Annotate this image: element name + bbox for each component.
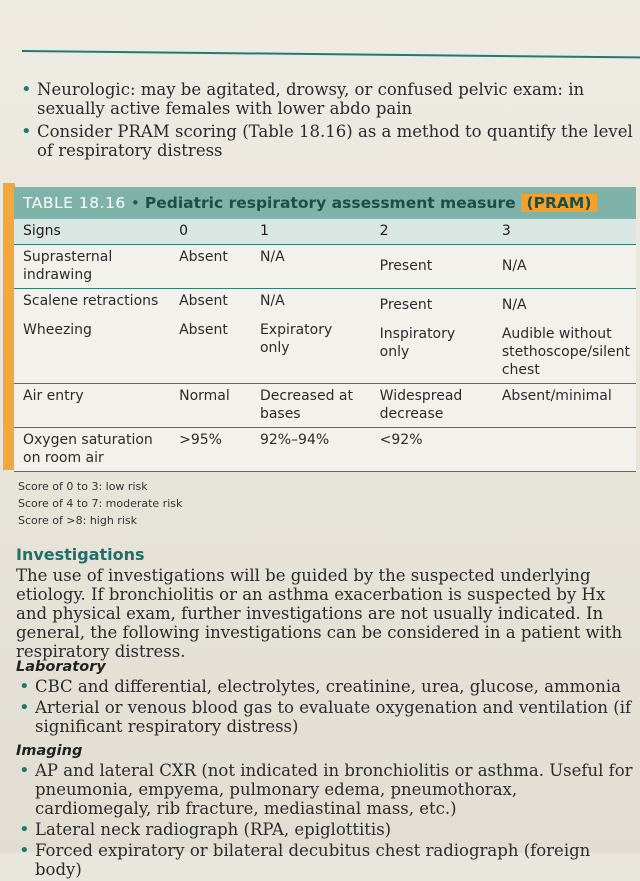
pram-score-table	[14, 219, 636, 472]
table-cell: Inspiratory only	[379, 326, 456, 360]
table-cell: Present	[379, 297, 433, 313]
table-cell	[493, 428, 636, 472]
table-name: Pediatric respiratory assessment measure	[144, 194, 516, 212]
investigations-heading: Investigations	[16, 545, 145, 564]
header-score-1: 1	[251, 219, 371, 245]
table-cell: <92%	[379, 432, 423, 448]
table-cell: N/A	[501, 297, 527, 313]
table-cell: Audible without stethoscope/silent chest	[501, 326, 631, 378]
table-title	[14, 187, 636, 219]
bullet-neurologic: • Neurologic: may be agitated, drowsy, or confused pelvic exam: in sexually active females with lower abdo pain	[20, 80, 640, 118]
table-cell: Normal	[179, 388, 230, 404]
top-divider	[22, 50, 640, 58]
table-cell: Suprasternal indrawing	[23, 249, 113, 283]
list-item: • Forced expiratory or bilateral decubitus chest radiograph (foreign body)	[18, 841, 634, 879]
table-cell: Decreased at bases	[259, 388, 353, 422]
table-cell: Absent	[179, 293, 228, 309]
table-row	[14, 428, 636, 472]
table-row	[14, 318, 636, 384]
table-cell: N/A	[501, 258, 527, 274]
table-cell: Oxygen saturation on room air	[23, 432, 153, 466]
footnote-low-risk: Score of 0 to 3: low risk	[18, 480, 148, 493]
table-cell: Widespread decrease	[379, 388, 463, 422]
table-number: TABLE 18.16	[23, 194, 126, 212]
table-cell: 92%–94%	[259, 432, 330, 448]
investigations-paragraph: The use of investigations will be guided by the suspected underlying etiology. If bronchiolitis or an asthma exacerbation is suspected by Hx and physical exam, further investigations are not usually indicated. In general, the following investigations can be considered in a patient with respiratory distress.	[16, 566, 623, 661]
pram-table	[14, 187, 636, 472]
table-cell: N/A	[259, 293, 285, 309]
table-cell: Absent/minimal	[501, 388, 612, 404]
table-footnotes	[18, 478, 182, 529]
header-score-2: 2	[371, 219, 493, 245]
table-row	[14, 384, 636, 428]
header-score-0: 0	[170, 219, 251, 245]
table-row	[14, 245, 636, 289]
top-bullet-list	[20, 80, 640, 164]
table-cell: N/A	[259, 249, 285, 265]
title-separator-icon: •	[130, 194, 140, 212]
table-cell: Expiratory only	[259, 322, 333, 356]
table-cell: >95%	[179, 432, 222, 448]
list-item: • Lateral neck radiograph (RPA, epiglottitis)	[18, 820, 634, 839]
table-header-row	[14, 219, 636, 245]
bullet-pram: • Consider PRAM scoring (Table 18.16) as a method to quantify the level of respiratory distress	[20, 122, 640, 160]
footnote-high-risk: Score of >8: high risk	[18, 514, 137, 527]
table-cell: Absent	[179, 322, 228, 338]
laboratory-section	[18, 658, 634, 738]
table-cell: Absent	[179, 249, 228, 265]
header-signs: Signs	[14, 219, 170, 245]
table-cell: Scalene retractions	[23, 293, 159, 309]
table-row	[14, 289, 636, 319]
table-cell: Present	[379, 258, 433, 274]
header-score-3: 3	[493, 219, 636, 245]
laboratory-heading: Laboratory	[16, 659, 106, 675]
footnote-moderate-risk: Score of 4 to 7: moderate risk	[18, 497, 183, 510]
list-item: • AP and lateral CXR (not indicated in bronchiolitis or asthma. Useful for pneumonia, empyema, pulmonary edema, pneumothorax, cardiomegaly, rib fracture, mediastinal mass, etc.)	[18, 761, 634, 818]
table-cell: Air entry	[23, 388, 84, 404]
table-cell: Wheezing	[23, 322, 92, 338]
list-item: • Arterial or venous blood gas to evaluate oxygenation and ventilation (if significant respiratory distress)	[18, 698, 634, 736]
list-item: • CBC and differential, electrolytes, creatinine, urea, glucose, ammonia	[18, 677, 634, 696]
imaging-heading: Imaging	[16, 743, 83, 759]
imaging-section	[18, 742, 634, 881]
table-abbrev: (PRAM)	[521, 194, 598, 212]
